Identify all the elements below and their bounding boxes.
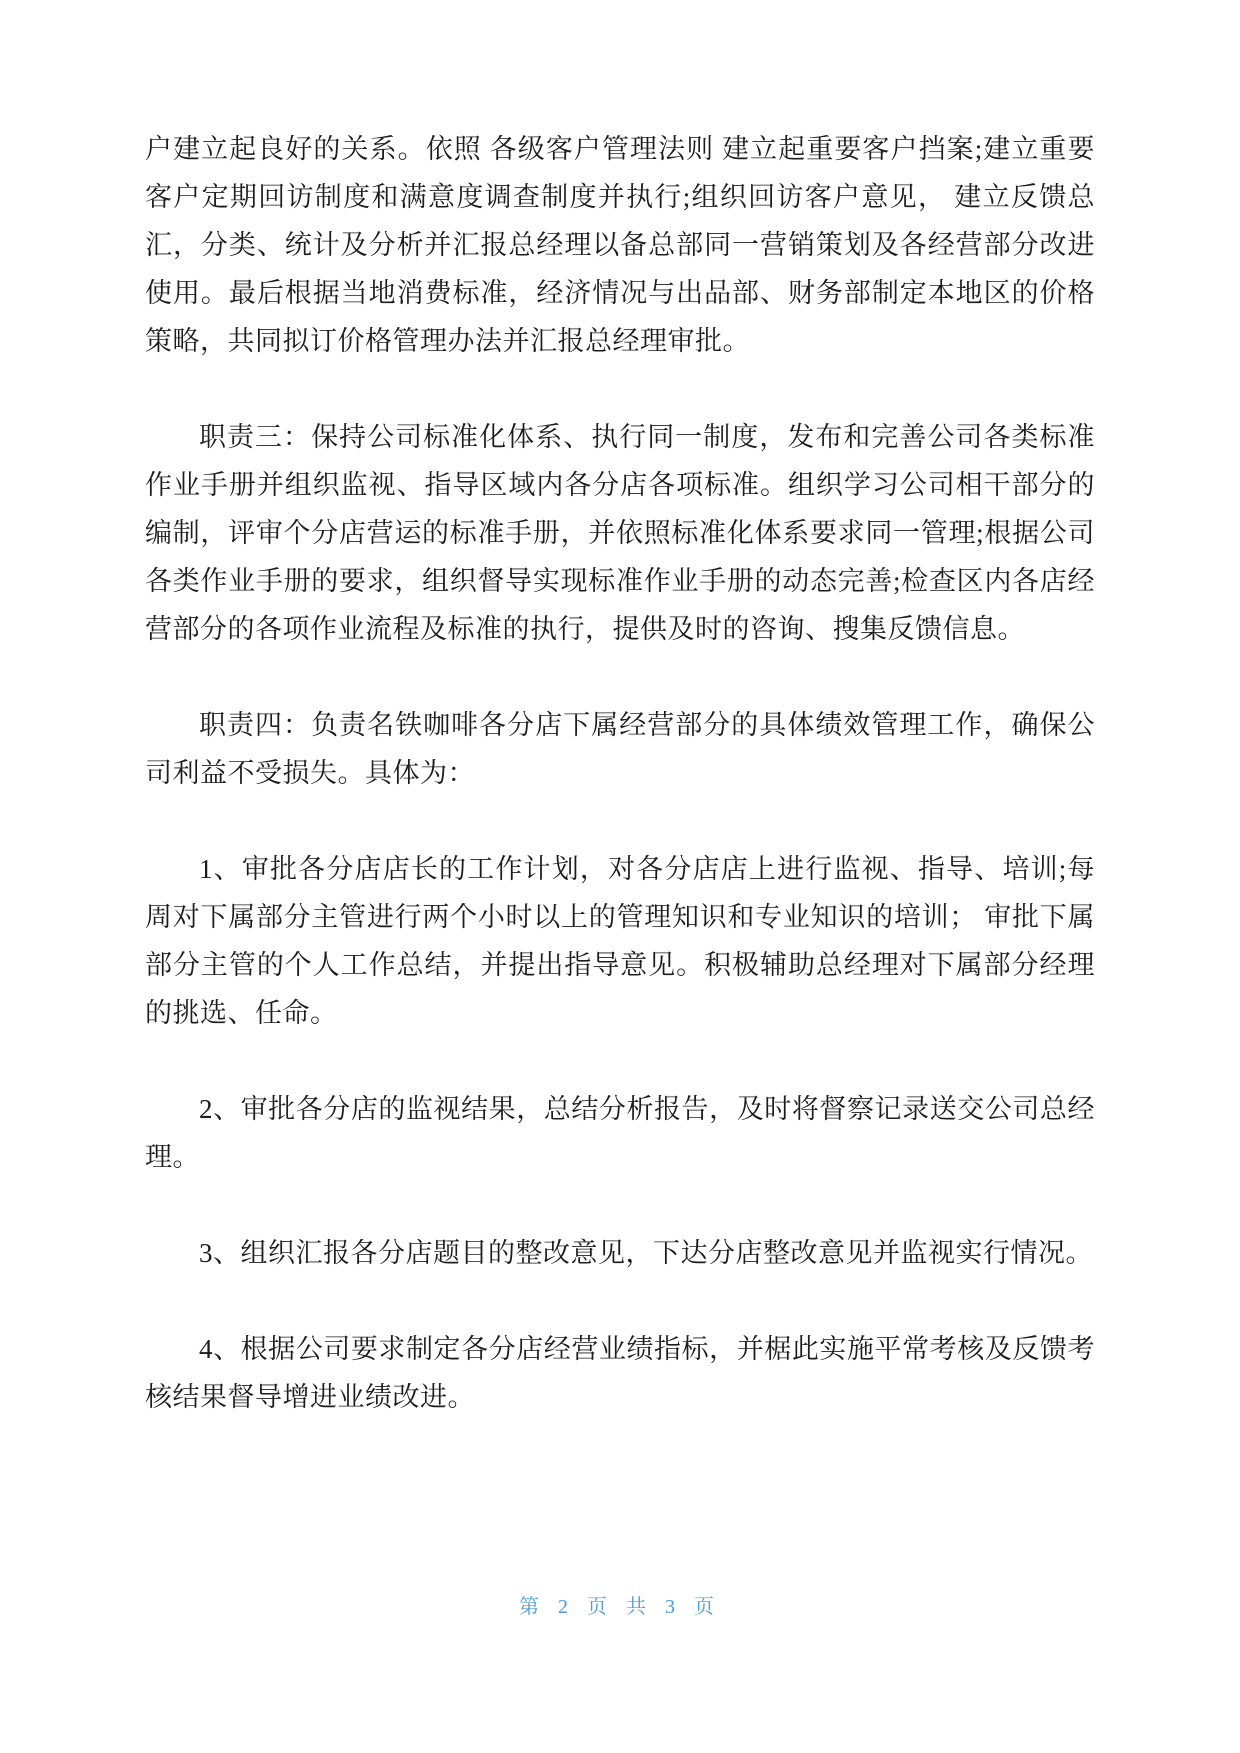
- paragraph-item-3: 3、组织汇报各分店题目的整改意见，下达分店整改意见并监视实行情况。: [199, 1238, 1093, 1268]
- paragraph-continuation: 户建立起良好的关系。依照 各级客户管理法则 建立起重要客户挡案;建立重要客户定期回访制度和满意度调查制度并执行;组织回访客户意见， 建立反馈总汇，分类、统计及分析并汇报总经理以备总部同一营销策划及各经营部分改进使用。最后根据当地消费标准，经济情况与出品部、财务部制定本地区的价格策略，共同拟订价格管理办法并汇报总经理审批。: [145, 134, 1095, 356]
- paragraph-item-2: 2、审批各分店的监视结果，总结分析报告，及时将督察记录送交公司总经理。: [145, 1094, 1095, 1172]
- paragraph-duty-four: 职责四：负责名铁咖啡各分店下属经营部分的具体绩效管理工作，确保公司利益不受损失。具体为：: [145, 710, 1095, 788]
- paragraph-item-4: 4、根据公司要求制定各分店经营业绩指标，并椐此实施平常考核及反馈考核结果督导增进业绩改进。: [145, 1334, 1095, 1412]
- page-number-footer: 第 2 页 共 3 页: [519, 1596, 721, 1618]
- paragraph-item-1: 1、审批各分店店长的工作计划，对各分店店上进行监视、指导、培训;每周对下属部分主管进行两个小时以上的管理知识和专业知识的培训； 审批下属部分主管的个人工作总结，并提出指导意见。积极辅助总经理对下属部分经理的挑选、任命。: [145, 854, 1095, 1028]
- paragraph-duty-three: 职责三：保持公司标准化体系、执行同一制度，发布和完善公司各类标准作业手册并组织监视、指导区域内各分店各项标准。组织学习公司相干部分的编制，评审个分店营运的标准手册，并依照标准化体系要求同一管理;根据公司各类作业手册的要求，组织督导实现标准作业手册的动态完善;检查区内各店经营部分的各项作业流程及标准的执行，提供及时的咨询、搜集反馈信息。: [145, 422, 1095, 644]
